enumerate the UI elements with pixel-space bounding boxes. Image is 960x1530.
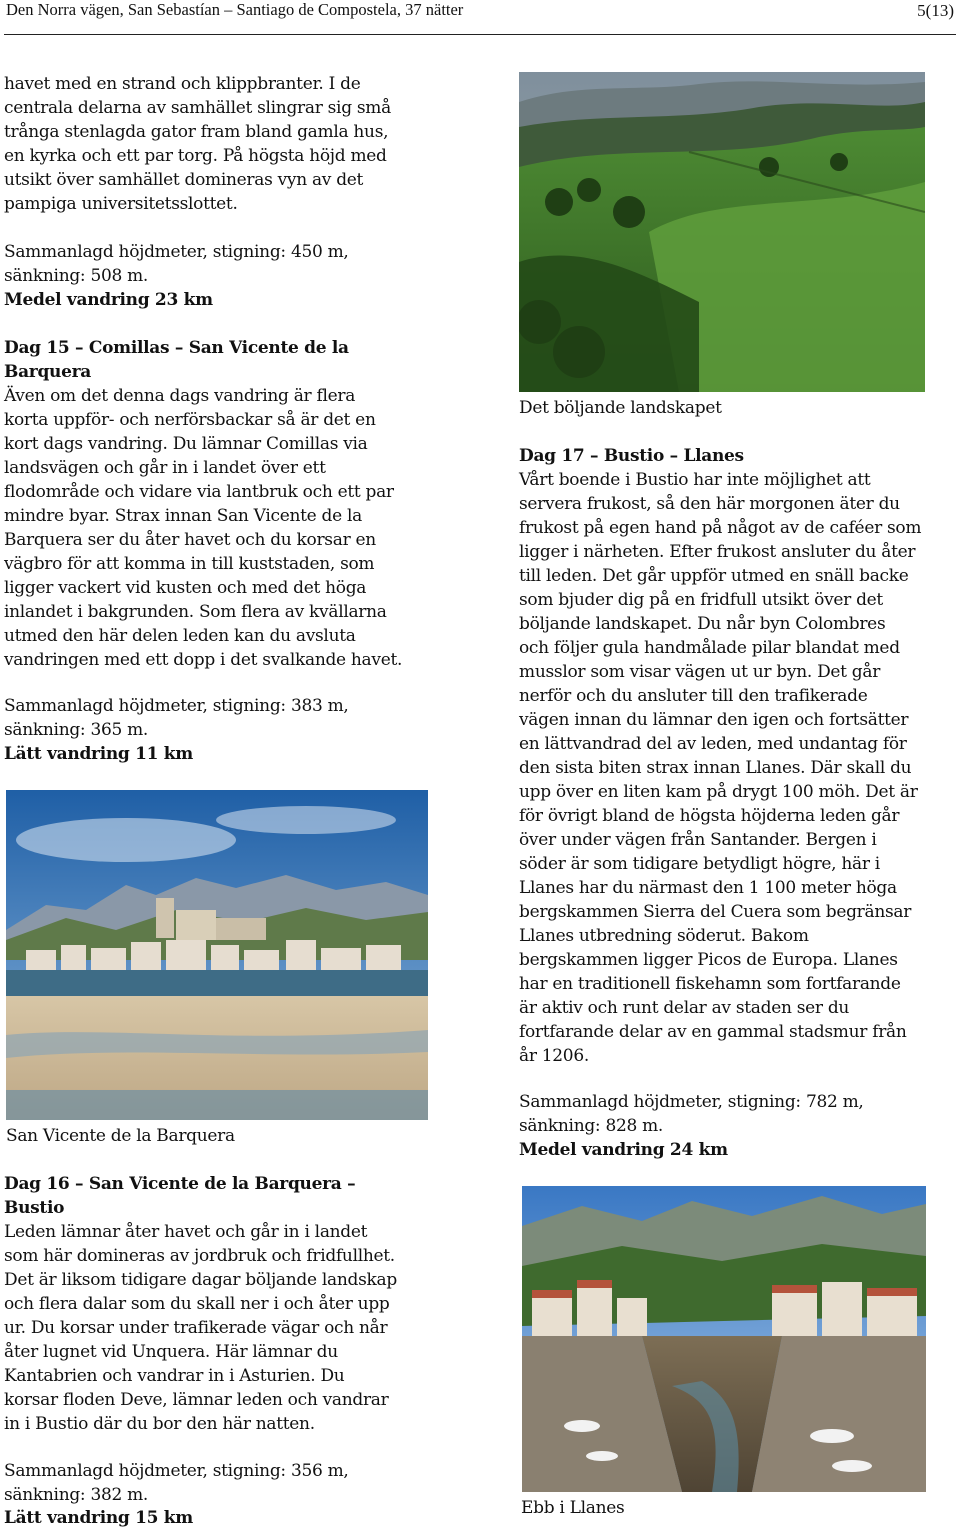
- text-line: över under vägen från Santander. Bergen i: [519, 830, 877, 850]
- landscape-illustration: [519, 72, 925, 392]
- text-line: sänkning: 828 m.: [519, 1116, 664, 1136]
- heading-line: Bustio: [4, 1198, 65, 1218]
- llanes-harbour-photo: [522, 1186, 926, 1492]
- text-line: Vårt boende i Bustio har inte möjlighet att: [519, 470, 871, 490]
- san-vicente-photo: [6, 790, 428, 1120]
- text-line: Barquera ser du åter havet och du korsar en: [4, 530, 376, 550]
- text-line: Llanes har du närmast den 1 100 meter höga: [519, 878, 897, 898]
- day15-heading: [4, 336, 349, 384]
- text-line: Sammanlagd höjdmeter, stigning: 356 m,: [4, 1461, 349, 1481]
- heading-line: Dag 16 – San Vicente de la Barquera –: [4, 1174, 356, 1194]
- text-line: kort dags vandring. Du lämnar Comillas via: [4, 434, 368, 454]
- photo-caption-san-vicente: San Vicente de la Barquera: [6, 1126, 235, 1146]
- text-line: centrala delarna av samhället slingrar sig små: [4, 98, 391, 118]
- text-line: vägbro för att komma in till kuststaden, som: [4, 554, 375, 574]
- text-line: Sammanlagd höjdmeter, stigning: 450 m,: [4, 242, 349, 262]
- day15-walk-summary: Lätt vandring 11 km: [4, 744, 193, 764]
- text-line: åter lugnet vid Unquera. Här lämnar du: [4, 1342, 338, 1362]
- page-header: [6, 0, 954, 22]
- text-line: ligger i närheten. Efter frukost ansluter du åter: [519, 542, 916, 562]
- text-line: mindre byar. Strax innan San Vicente de la: [4, 506, 362, 526]
- text-line: Även om det denna dags vandring är flera: [4, 386, 356, 406]
- day17-heading: Dag 17 – Bustio – Llanes: [519, 446, 744, 466]
- heading-line: Barquera: [4, 362, 91, 382]
- text-line: upp över en liten kam på drygt 100 möh. Det är: [519, 782, 918, 802]
- text-line: som här domineras av jordbruk och fridfullhet.: [4, 1246, 395, 1266]
- text-line: flodområde och vidare via lantbruk och ett par: [4, 482, 394, 502]
- text-line: sänkning: 382 m.: [4, 1485, 149, 1505]
- text-line: den sista biten strax innan Llanes. Där skall du: [519, 758, 912, 778]
- text-line: Sammanlagd höjdmeter, stigning: 383 m,: [4, 696, 349, 716]
- text-line: Sammanlagd höjdmeter, stigning: 782 m,: [519, 1092, 864, 1112]
- walk-summary-day14: Medel vandring 23 km: [4, 290, 213, 310]
- text-line: söder är som tidigare betydligt högre, här i: [519, 854, 880, 874]
- day15-elevation: [4, 694, 349, 742]
- day16-body: [4, 1220, 397, 1436]
- text-line: havet med en strand och klippbranter. I de: [4, 74, 361, 94]
- text-line: är aktiv och runt delar av staden ser du: [519, 998, 850, 1018]
- llanes-illustration: [522, 1186, 926, 1492]
- heading-line: Dag 15 – Comillas – San Vicente de la: [4, 338, 349, 358]
- text-line: Llanes utbredning söderut. Bakom: [519, 926, 809, 946]
- text-line: sänkning: 508 m.: [4, 266, 149, 286]
- text-line: böljande landskapet. Du når byn Colombres: [519, 614, 886, 634]
- text-line: en kyrka och ett par torg. På högsta höjd med: [4, 146, 387, 166]
- san-vicente-illustration: [6, 790, 428, 1120]
- day17-elevation: [519, 1090, 864, 1138]
- day17-walk-summary: Medel vandring 24 km: [519, 1140, 728, 1160]
- text-line: servera frukost, så den här morgonen äter du: [519, 494, 900, 514]
- day16-walk-summary: Lätt vandring 15 km: [4, 1508, 193, 1528]
- text-line: ligger vackert vid kusten och med det höga: [4, 578, 367, 598]
- text-line: Det är liksom tidigare dagar böljande landskap: [4, 1270, 397, 1290]
- photo-caption-landscape: Det böljande landskapet: [519, 398, 722, 418]
- text-line: som bjuder dig på en fridfull utsikt över det: [519, 590, 883, 610]
- document-title: Den Norra vägen, San Sebastían – Santiago de Compostela, 37 nätter: [6, 0, 464, 19]
- text-line: och flera dalar som du skall ner i och åter upp: [4, 1294, 390, 1314]
- landscape-photo: [519, 72, 925, 392]
- text-line: utsikt över samhället domineras vyn av det: [4, 170, 364, 190]
- photo-caption-llanes: Ebb i Llanes: [521, 1498, 625, 1518]
- text-line: nerför och du ansluter till den trafikerade: [519, 686, 868, 706]
- text-line: musslor som visar vägen ut ur byn. Det går: [519, 662, 881, 682]
- text-line: ur. Du korsar under trafikerade vägar och når: [4, 1318, 388, 1338]
- text-line: och följer gula handmålade pilar blandat med: [519, 638, 900, 658]
- elevation-day14: [4, 240, 349, 288]
- text-line: frukost på egen hand på något av de caféer som: [519, 518, 922, 538]
- text-line: sänkning: 365 m.: [4, 720, 149, 740]
- text-line: fortfarande delar av en gammal stadsmur från: [519, 1022, 907, 1042]
- text-line: bergskammen Sierra del Cuera som begränsar: [519, 902, 912, 922]
- text-line: en lättvandrad del av leden, med undantag för: [519, 734, 907, 754]
- text-line: för övrigt bland de högsta höjderna leden går: [519, 806, 900, 826]
- text-line: korta uppför- och nerförsbackar så är det en: [4, 410, 376, 430]
- text-line: bergskammen ligger Picos de Europa. Llanes: [519, 950, 898, 970]
- text-line: vägen innan du lämnar den igen och fortsätter: [519, 710, 909, 730]
- text-line: Leden lämnar åter havet och går in i landet: [4, 1222, 368, 1242]
- day16-heading: [4, 1172, 355, 1220]
- intro-paragraph: [4, 72, 391, 216]
- text-line: vandringen med ett dopp i det svalkande havet.: [4, 650, 403, 670]
- text-line: in i Bustio där du bor den här natten.: [4, 1414, 315, 1434]
- day15-body: [4, 384, 402, 672]
- text-line: år 1206.: [519, 1046, 589, 1066]
- text-line: trånga stenlagda gator fram bland gamla hus,: [4, 122, 389, 142]
- day17-body: [519, 468, 921, 1068]
- header-divider: [4, 34, 956, 35]
- text-line: utmed den här delen leden kan du avsluta: [4, 626, 356, 646]
- text-line: korsar floden Deve, lämnar leden och vandrar: [4, 1390, 389, 1410]
- day16-elevation: [4, 1459, 349, 1507]
- text-line: till leden. Det går uppför utmed en snäll backe: [519, 566, 909, 586]
- page-number: 5(13): [917, 1, 954, 20]
- text-line: Kantabrien och vandrar in i Asturien. Du: [4, 1366, 345, 1386]
- text-line: pampiga universitetsslottet.: [4, 194, 238, 214]
- text-line: har en traditionell fiskehamn som fortfarande: [519, 974, 901, 994]
- text-line: inlandet i bakgrunden. Som flera av kvällarna: [4, 602, 387, 622]
- text-line: landsvägen och går in i landet över ett: [4, 458, 326, 478]
